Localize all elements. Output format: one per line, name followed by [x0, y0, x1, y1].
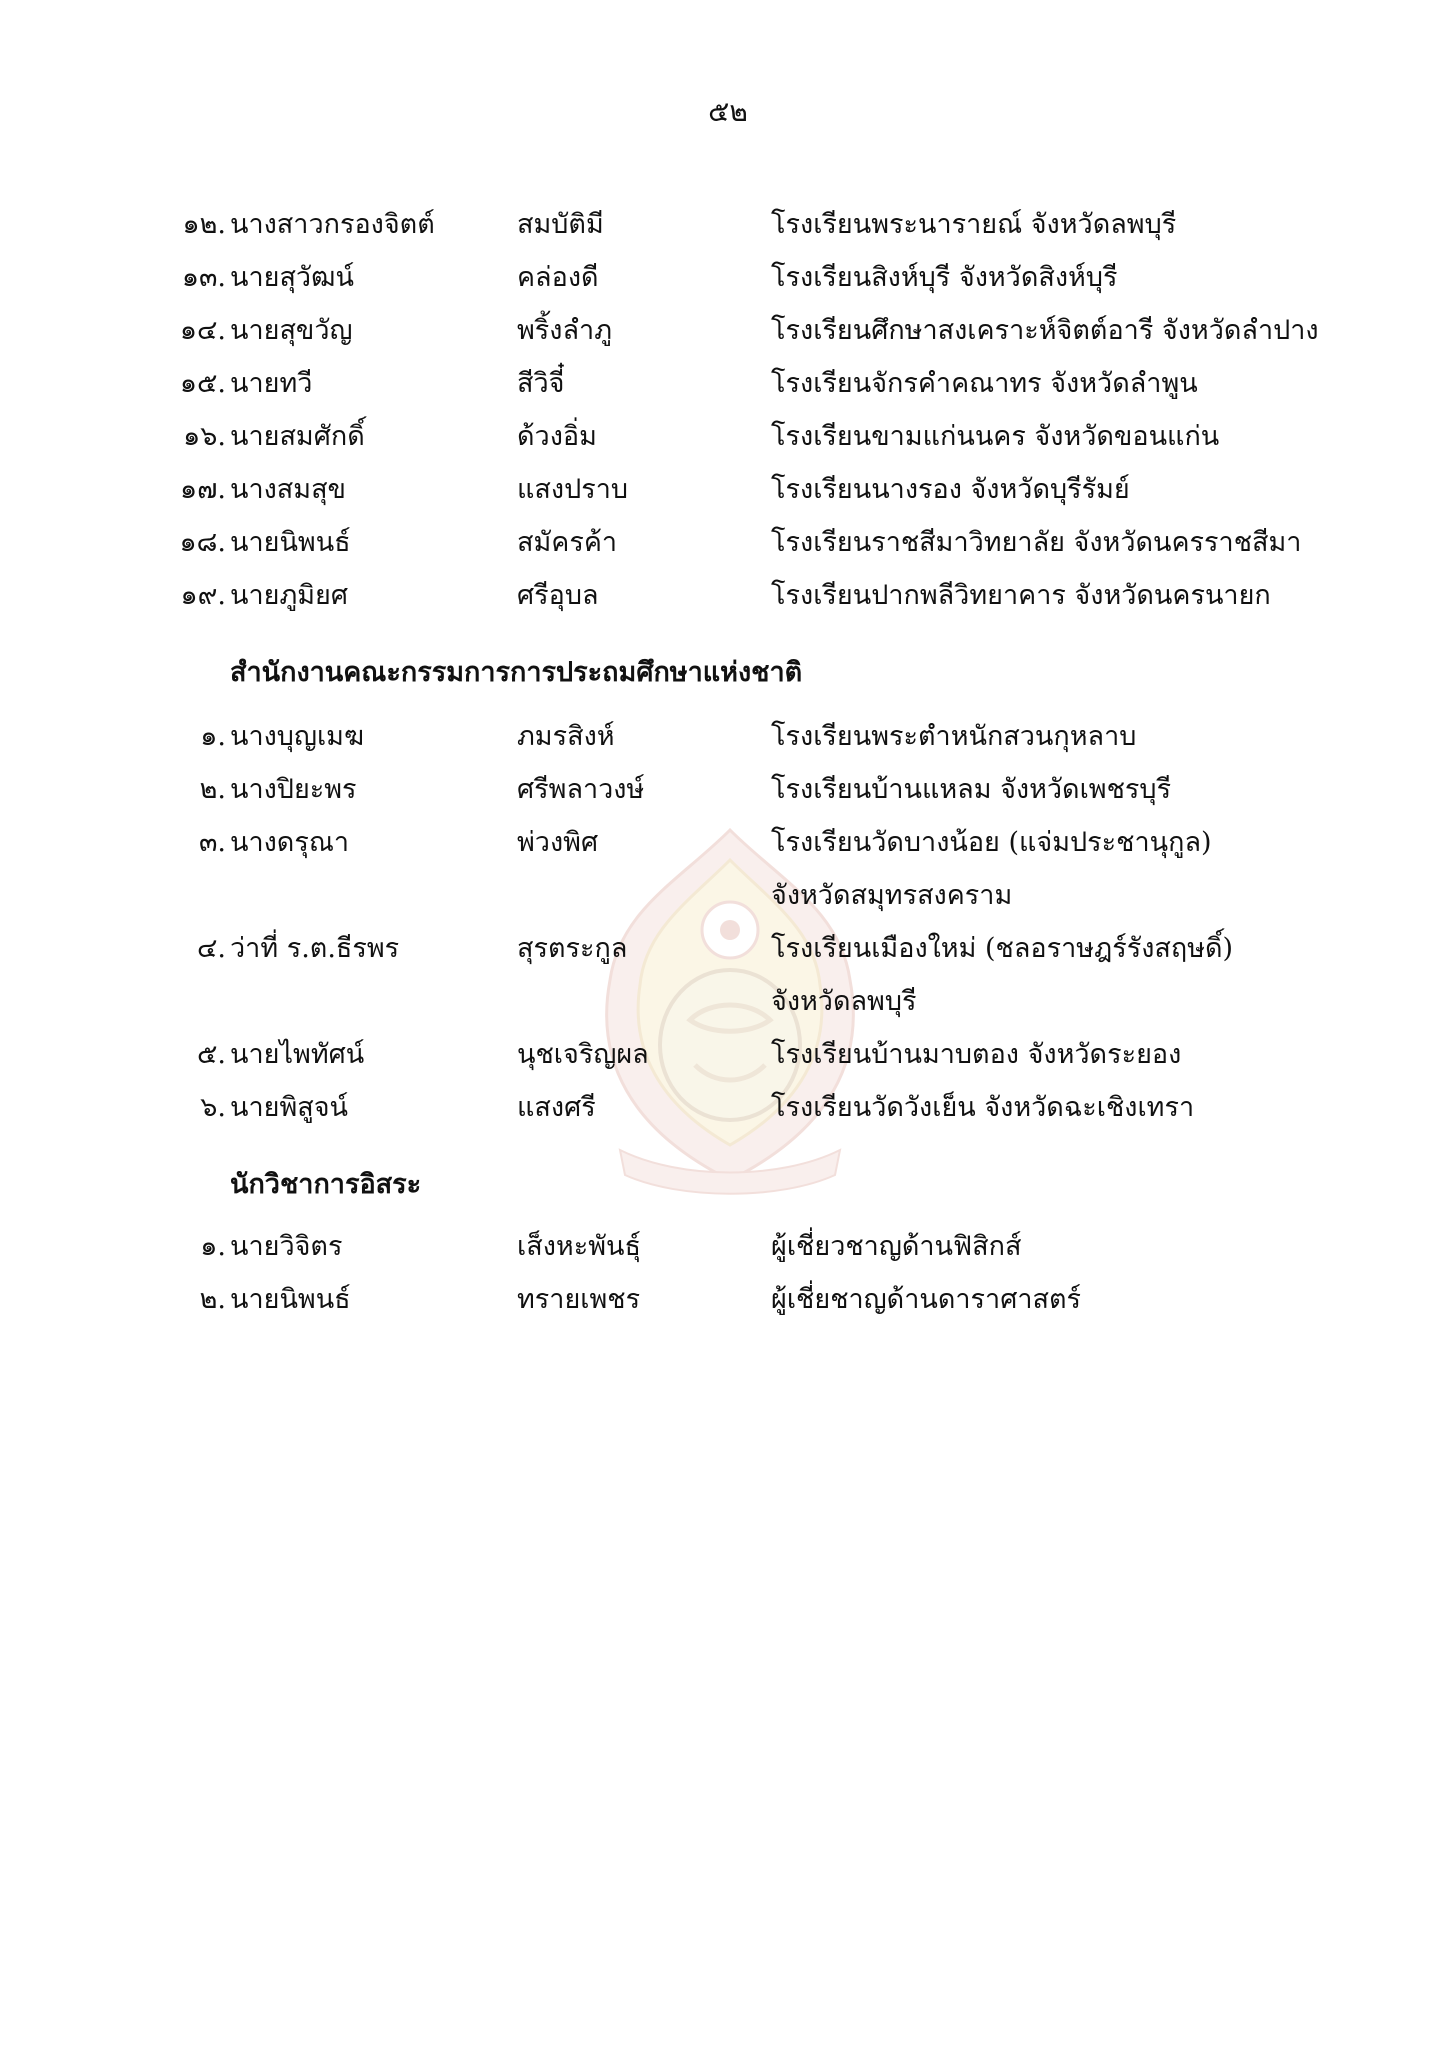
affiliation: โรงเรียนจักรคำคณาทร จังหวัดลำพูน	[771, 368, 1198, 399]
affiliation: โรงเรียนบ้านแหลม จังหวัดเพชรบุรี	[771, 774, 1172, 805]
affiliation: โรงเรียนบ้านมาบตอง จังหวัดระยอง	[771, 1039, 1182, 1070]
last-name: สุรตระกูล	[517, 933, 628, 964]
first-name: นายสุขวัญ	[230, 315, 353, 346]
list-item	[0, 304, 1456, 357]
page-number: ๕๒	[708, 95, 748, 128]
first-name: นายวิจิตร	[230, 1231, 343, 1262]
list-item	[0, 710, 1456, 763]
last-name: ภมรสิงห์	[517, 721, 615, 752]
list-item	[0, 922, 1456, 975]
affiliation: โรงเรียนราชสีมาวิทยาลัย จังหวัดนครราชสีมา	[771, 527, 1302, 558]
affiliation: โรงเรียนพระนารายณ์ จังหวัดลพบุรี	[771, 209, 1177, 240]
item-number: ๑.	[200, 1231, 226, 1262]
affiliation: โรงเรียนศึกษาสงเคราะห์จิตต์อารี จังหวัดลำปาง	[771, 315, 1319, 346]
item-number: ๑๘.	[179, 527, 226, 558]
affiliation: โรงเรียนพระตำหนักสวนกุหลาบ	[771, 721, 1137, 752]
section-title-office: สำนักงานคณะกรรมการการประถมศึกษาแห่งชาติ	[230, 657, 803, 688]
first-name: นายทวี	[230, 368, 313, 399]
list-item	[0, 357, 1456, 410]
item-number: ๑๖.	[183, 421, 226, 452]
first-name: นางสมสุข	[230, 474, 347, 505]
affiliation: โรงเรียนนางรอง จังหวัดบุรีรัมย์	[771, 474, 1130, 505]
first-name: นายนิพนธ์	[230, 527, 351, 558]
affiliation: โรงเรียนสิงห์บุรี จังหวัดสิงห์บุรี	[771, 262, 1118, 293]
last-name: เส็งหะพันธุ์	[517, 1231, 641, 1262]
first-name: นายพิสูจน์	[230, 1092, 348, 1123]
list-item	[0, 251, 1456, 304]
last-name: คล่องดี	[517, 262, 599, 293]
list-item	[0, 1081, 1456, 1134]
list-item	[0, 1273, 1456, 1326]
item-number: ๑๙.	[180, 580, 226, 611]
list-item	[0, 463, 1456, 516]
last-name: พ่วงพิศ	[517, 827, 599, 858]
list-item	[0, 1028, 1456, 1081]
affiliation: โรงเรียนวัดบางน้อย (แจ่มประชานุกูล)	[771, 827, 1212, 858]
affiliation: ผู้เชี่ยวชาญด้านฟิสิกส์	[771, 1231, 1022, 1262]
last-name: ศรีอุบล	[517, 580, 599, 611]
first-name: นายนิพนธ์	[230, 1284, 351, 1315]
item-number: ๑๔.	[179, 315, 226, 346]
list-item	[0, 763, 1456, 816]
affiliation: โรงเรียนปากพลีวิทยาคาร จังหวัดนครนายก	[771, 580, 1271, 611]
first-name: นางดรุณา	[230, 827, 350, 858]
affiliation: จังหวัดลพบุรี	[771, 986, 917, 1017]
last-name: นุชเจริญผล	[517, 1039, 649, 1070]
affiliation: โรงเรียนเมืองใหม่ (ชลอราษฎร์รังสฤษดิ์)	[771, 933, 1234, 964]
first-name: นายสมศักดิ์	[230, 421, 365, 452]
item-number: ๑๗.	[179, 474, 226, 505]
first-name: นายไพทัศน์	[230, 1039, 365, 1070]
last-name: สีวิจี๋	[517, 368, 565, 399]
item-number: ๑๓.	[181, 262, 226, 293]
last-name: พริ้งลำภู	[517, 315, 612, 346]
last-name: ด้วงอิ่ม	[517, 421, 597, 452]
item-number: ๕.	[196, 1039, 226, 1070]
list-item-continuation	[0, 975, 1456, 1028]
first-name: นายสุวัฒน์	[230, 262, 354, 293]
first-name: นางสาวกรองจิตต์	[230, 209, 435, 240]
list-item-continuation	[0, 869, 1456, 922]
list-item	[0, 816, 1456, 869]
list-item	[0, 1220, 1456, 1273]
item-number: ๑๕.	[179, 368, 226, 399]
first-name: นายภูมิยศ	[230, 580, 348, 611]
affiliation: ผู้เชี่ยชาญด้านดาราศาสตร์	[771, 1284, 1082, 1315]
list-item	[0, 516, 1456, 569]
affiliation: จังหวัดสมุทรสงคราม	[771, 880, 1013, 911]
section-title-independent: นักวิชาการอิสระ	[230, 1169, 422, 1200]
item-number: ๓.	[198, 827, 226, 858]
last-name: ทรายเพชร	[517, 1284, 641, 1315]
item-number: ๒.	[199, 774, 226, 805]
item-number: ๔.	[196, 933, 226, 964]
last-name: สมบัติมี	[517, 209, 604, 240]
item-number: ๒.	[199, 1284, 226, 1315]
item-number: ๑.	[200, 721, 226, 752]
last-name: แสงปราบ	[517, 474, 629, 505]
first-name: นางปิยะพร	[230, 774, 357, 805]
first-name: ว่าที่ ร.ต.ธีรพร	[230, 933, 400, 964]
list-item	[0, 569, 1456, 622]
last-name: สมัครค้า	[517, 527, 618, 558]
list-item	[0, 410, 1456, 463]
item-number: ๑๒.	[182, 209, 226, 240]
last-name: ศรีพลาวงษ์	[517, 774, 645, 805]
last-name: แสงศรี	[517, 1092, 596, 1123]
affiliation: โรงเรียนวัดวังเย็น จังหวัดฉะเชิงเทรา	[771, 1092, 1195, 1123]
list-item	[0, 198, 1456, 251]
item-number: ๖.	[200, 1092, 226, 1123]
affiliation: โรงเรียนขามแก่นนคร จังหวัดขอนแก่น	[771, 421, 1220, 452]
first-name: นางบุญเมฆ	[230, 721, 365, 752]
